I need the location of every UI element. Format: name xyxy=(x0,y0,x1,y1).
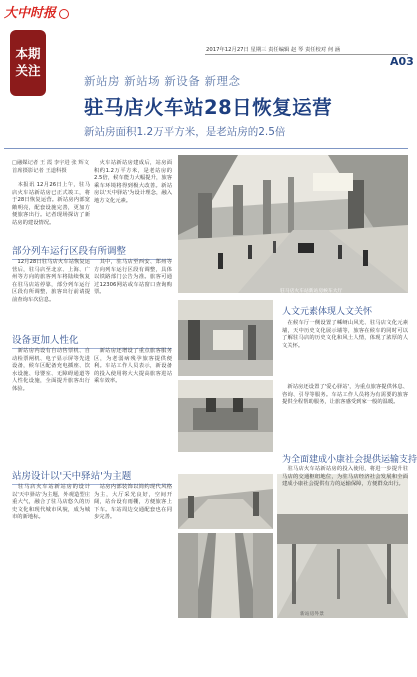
masthead-logo xyxy=(4,4,90,24)
sidebar-text-2: 新站房还设置了'爱心驿站'，为重点旅客提供休息、咨询、引导等服务。车站工作人员将为有需要的旅客提供全程帮助服务，让旅客感受到家一般的温暖。 xyxy=(282,384,408,406)
page-number: A03 xyxy=(390,55,414,68)
section-title-equipment: 设备更加人性化 xyxy=(12,332,172,349)
article-subhead: 新站房面积1.2万平方米，是老站房的2.5倍 xyxy=(84,126,286,138)
sidebar-title-support: 为全面建成小康社会提供运输支持 xyxy=(282,455,417,465)
section-equipment-text-a: 新站房内设有自动售票机、自动检票闸机、电子显示屏等先进设备，候车区配备充电插座、饮水设施、母婴室、无障碍通道等人性化设施，全面提升旅客出行体验。 xyxy=(12,348,90,392)
section-design-text-b: 站房内部装饰以简约现代风格为主，大厅采光良好，空间开阔，站台设有雨棚，方便旅客上下车。车站周边交通配套也在同步完善。 xyxy=(94,484,172,521)
masthead-name: 大中时报 xyxy=(4,6,57,21)
photo-escalator xyxy=(178,533,273,618)
section-schedule-text-a: 12月28日驻马店火车站恢复运营后，驻马店至北京、上海、广州等方向的旅客列车将陆续恢复在驻马店站停靠，部分列车运行区段有所调整，旅客出行前请提前查询车次信息。 xyxy=(12,259,90,303)
photo-station-exterior xyxy=(277,474,408,618)
main-photo-caption: 驻马店火车站新站房候车大厅 xyxy=(280,289,343,294)
headline-rule xyxy=(4,148,408,149)
badge-line-1: 本期 xyxy=(15,46,41,61)
sidebar-text-1: 在候车厅一侧设置了嵊岈山风光、驻马店文化元素墙，天中历史文化展示墙等，旅客在候车的同时可以了解驻马店的历史文化和风土人情，体现了浓厚的人文关怀。 xyxy=(282,320,408,349)
section-schedule-text-b: 其中，驻马店至西安、郑州等方向列车运行区段有调整，具体以铁路部门公告为准。旅客可通过12306网站或车站窗口查询购票。 xyxy=(94,259,172,296)
badge-line-2: 关注 xyxy=(15,63,41,78)
photo-platform xyxy=(178,474,273,529)
page-header-meta: 2017年12月27日 星期三 责任编辑 赵 琴 责任校对 何 涵 xyxy=(206,47,341,53)
side-photo-caption: 新站房外景 xyxy=(300,612,324,617)
section-badge xyxy=(10,30,46,96)
section-title-schedule: 部分列车运行区段有所调整 xyxy=(12,243,172,260)
article-byline: □融媒记者 王 霞 李宇进 张 辉文 首席摄影记者 王道科摄 xyxy=(12,160,89,174)
main-photo-concourse xyxy=(178,155,408,293)
section-equipment-text-b: 新站房还增设了重点旅客服务区，为老弱病残孕旅客提供便利。车站工作人员表示，新设备的投入使用将大大提高旅客进站乘车效率。 xyxy=(94,348,172,385)
article-kicker: 新站房 新站场 新设备 新理念 xyxy=(84,74,241,88)
header-rule xyxy=(205,54,408,55)
sidebar-text-3: 驻马店火车站新站房的投入使用，将进一步提升驻马店的交通枢纽地位，为驻马店经济社会发展和全面建成小康社会提供有力的运输保障，方便群众出行。 xyxy=(282,466,408,488)
sidebar-title-culture: 人文元素体现人文关怀 xyxy=(282,307,373,317)
article-lead: 本报讯 12月26日上午，驻马店火车站新站房已正式竣工，将于28日恢复运营。新站房内部宽敞明亮，配套设施完善，更加方便旅客出行。记者现场探访了新站房的建设情况。 xyxy=(12,182,90,226)
article-headline: 驻马店火车站28日恢复运营 xyxy=(84,96,333,119)
photo-ticket-gates xyxy=(178,300,273,376)
photo-service-desk xyxy=(178,380,273,452)
section-title-design: 站房设计以'天中驿站'为主题 xyxy=(12,468,172,485)
section-design-text-a: 驻马店火车站新站房的设计以'天中驿站'为主题，外观造型庄重大气，融合了驻马店悠久的历史文化和现代城市风貌，成为城市的新地标。 xyxy=(12,484,90,521)
masthead-mark-icon xyxy=(59,9,69,19)
article-col2-top: 火车站新站房建成后，站房面积约1.2万平方米，是老站房的2.5倍，候车能力大幅提升，旅客乘车环境将得到极大改善。新站房以'天中驿站'为设计理念，融入地方文化元素。 xyxy=(94,160,172,204)
